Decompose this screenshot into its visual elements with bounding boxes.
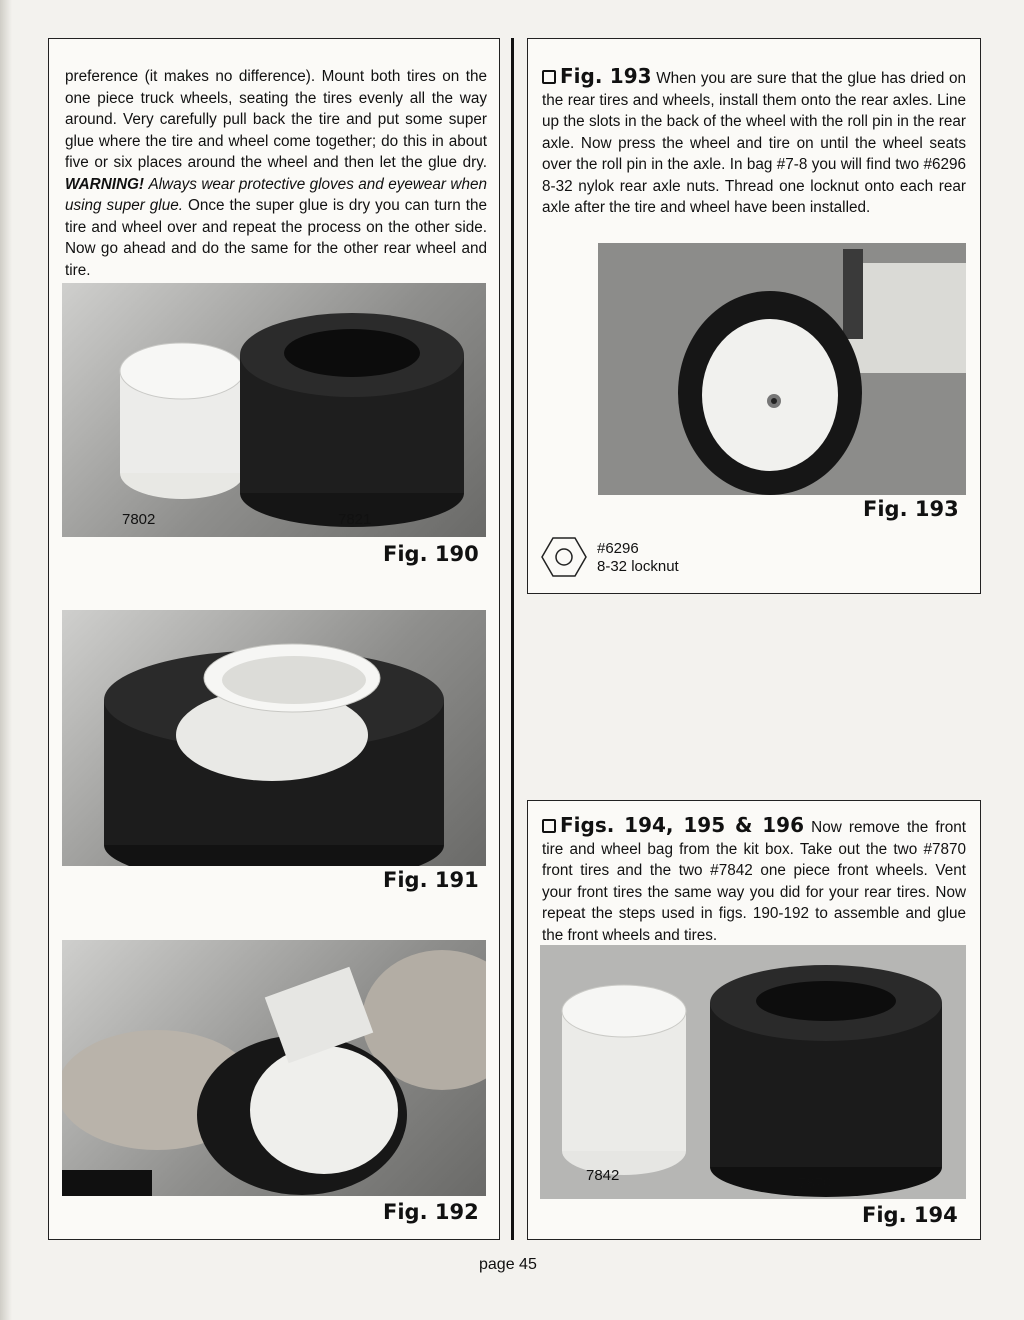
fig192-illustration xyxy=(62,940,486,1196)
fig193-part-number: #6296 xyxy=(597,540,639,557)
fig194-part-7842: 7842 xyxy=(586,1167,620,1184)
fig194-illustration xyxy=(540,945,966,1199)
fig194-text: Now remove the front tire and wheel bag from the kit box. Take out the two #7870 front tires and the two #7842 one piece front wheels. Vent your front tires the same way you did for your rear tires. Now repeat the steps used in figs. 190-192 to assemble and glue the front wheels and tires. xyxy=(542,819,967,944)
fig193-checkbox[interactable] xyxy=(542,70,556,84)
warning-text: Always wear protective gloves and eyewear when using super glue. xyxy=(65,175,487,214)
fig193-text: When you are sure that the glue has dried on the rear tires and wheels, install them onto the rear axles. Line up the slots in the back of the wheel with the roll pin in the rear axle. Now press the wheel and tire on until the wheel seats over the roll pin in the axle. In bag #7-8 you will find two #6296 8-32 nylok rear axle nuts. Thread one locknut onto each rear axle after the tire and wheel have been installed. xyxy=(542,70,966,216)
warning-label: WARNING! xyxy=(65,175,145,193)
fig193-illustration xyxy=(598,243,966,495)
fig191-illustration xyxy=(62,610,486,866)
fig193-part-desc: 8-32 locknut xyxy=(597,558,679,575)
fig191-photo xyxy=(62,610,486,866)
fig194-checkbox[interactable] xyxy=(542,819,556,833)
fig192-photo xyxy=(62,940,486,1196)
fig190-part-7821: 7821 xyxy=(338,511,372,528)
fig190-label: Fig. 190 xyxy=(383,542,479,566)
fig194-photo xyxy=(540,945,966,1199)
fig190-part-7802: 7802 xyxy=(122,511,156,528)
fig190-photo xyxy=(62,283,486,537)
fig194-lead: Figs. 194, 195 & 196 xyxy=(560,813,804,837)
fig194-label: Fig. 194 xyxy=(862,1203,958,1227)
fig194-part-7870: 7870 xyxy=(798,1175,832,1192)
page-spine-shadow xyxy=(0,0,12,1320)
column-divider xyxy=(511,38,514,1240)
fig194-paragraph xyxy=(542,815,966,946)
fig193-label: Fig. 193 xyxy=(863,497,959,521)
left-intro-paragraph xyxy=(65,66,487,281)
page-number: page 45 xyxy=(479,1256,537,1273)
fig193-photo xyxy=(598,243,966,495)
fig190-illustration xyxy=(62,283,486,537)
intro-text-2: Once the super glue is dry you can turn the tire and wheel over and repeat the process on the other side. Now go ahead and do the same for the other rear wheel and tire. xyxy=(65,197,488,279)
fig192-label: Fig. 192 xyxy=(383,1200,479,1224)
fig191-label: Fig. 191 xyxy=(383,868,479,892)
fig193-lead: Fig. 193 xyxy=(560,64,652,88)
locknut-icon xyxy=(541,536,587,578)
fig193-paragraph xyxy=(542,66,966,219)
intro-text-1: preference (it makes no difference). Mount both tires on the one piece truck wheels, seating the tires evenly all the way around. Very carefully pull back the tire and put some super glue where the tire and wheel come together; do this in about five or six places around the wheel and then let the glue dry. xyxy=(65,68,487,171)
